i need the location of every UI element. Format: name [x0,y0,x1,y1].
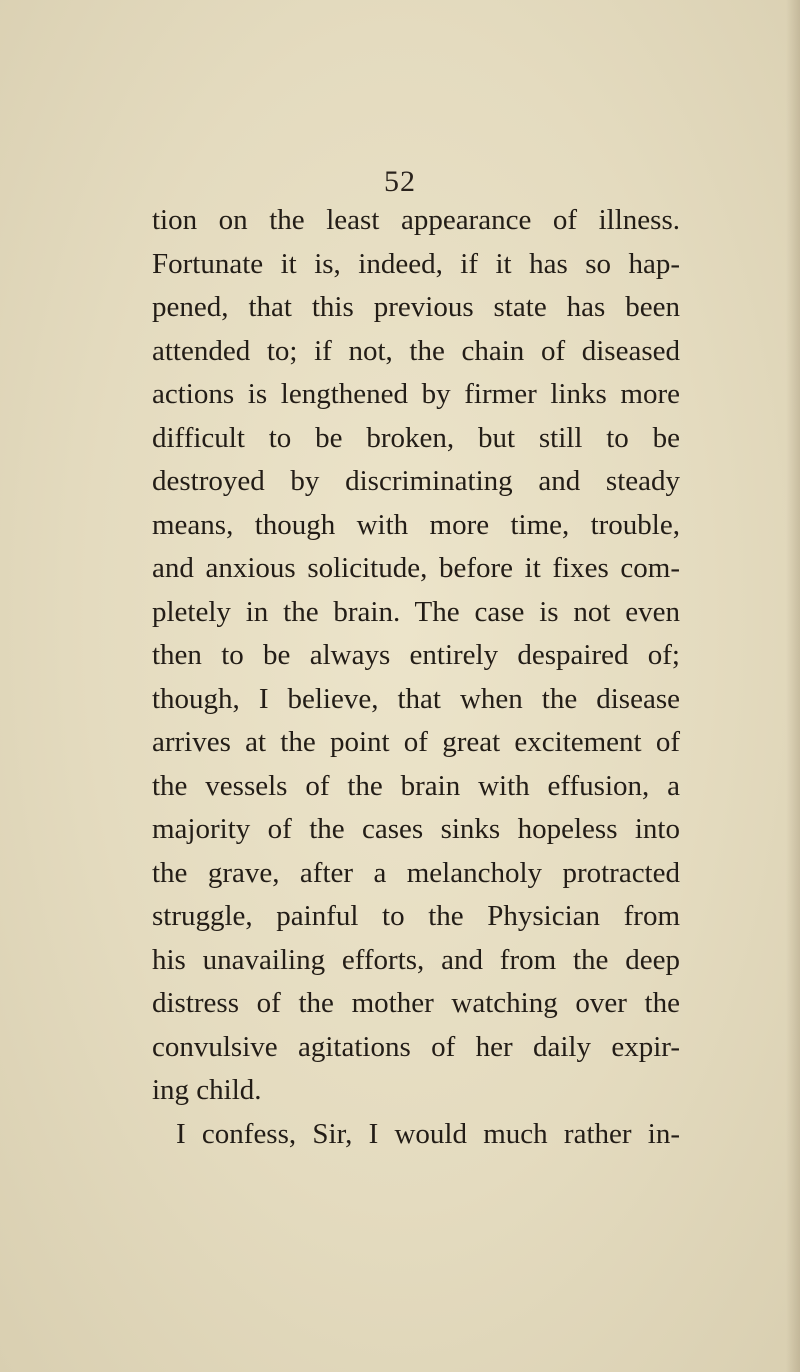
text-line: attended to; if not, the chain of diseased [152,334,680,367]
page-number: 52 [384,165,416,198]
text-line: then to be always entirely despaired of; [152,639,680,671]
text-line: difficult to be broken, but still to be [152,421,680,454]
text-line: pened, that this previous state has been [152,291,680,323]
page-edge-shadow [786,0,800,1372]
text-line: actions is lengthened by firmer links more [152,378,680,410]
text-line: distress of the mother watching over the [152,987,680,1019]
text-line: and anxious solicitude, before it fixes com- [152,552,680,584]
text-line: pletely in the brain. The case is not even [152,595,680,628]
text-line: majority of the cases sinks hopeless into [152,813,680,845]
text-line: convulsive agitations of her daily expir- [152,1030,680,1063]
text-line: his unavailing efforts, and from the deep [152,943,680,976]
text-line: I confess, Sir, I would much rather in- [176,1117,680,1150]
text-line: struggle, painful to the Physician from [152,900,680,932]
text-line: tion on the least appearance of illness. [152,204,680,236]
text-line: though, I believe, that when the disease [152,682,680,715]
text-line: the grave, after a melancholy protracted [152,856,680,889]
text-line: destroyed by discriminating and steady [152,465,680,497]
text-line: the vessels of the brain with effusion, a [152,769,680,802]
text-line: means, though with more time, trouble, [152,508,680,541]
body-text [152,199,680,1156]
text-line: ing child. [152,1074,262,1106]
text-line: Fortunate it is, indeed, if it has so hap- [152,247,680,280]
text-line: arrives at the point of great excitement of [152,726,680,758]
